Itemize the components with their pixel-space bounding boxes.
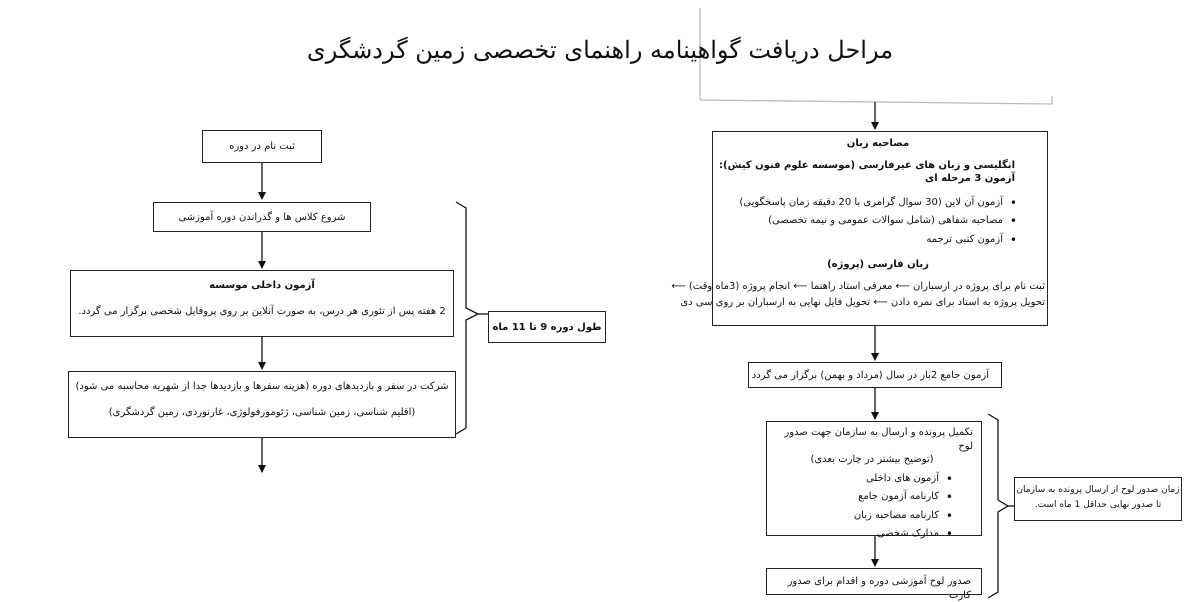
classes-step-label: شروع کلاس ها و گذراندن دوره آموزشی [178, 212, 346, 223]
internal-exam-step [70, 270, 454, 337]
dossier-item: • مدارک شخصی [771, 527, 939, 541]
interview-heading: مصاحبه زبان [846, 138, 910, 149]
issue-certificate-step [766, 568, 982, 601]
trips-line-1: شرکت در سفر و بازدیدهای دوره (هزینه سفرها و بازدیدها جدا از شهریه محاسبه می شود) [75, 381, 449, 392]
duration-note [488, 311, 606, 343]
dossier-items [771, 472, 973, 541]
classes-step [153, 202, 371, 232]
dossier-item: • کارنامه آزمون جامع [771, 490, 939, 504]
internal-exam-heading: آزمون داخلی موسسه [209, 280, 315, 291]
comprehensive-exam-label: آزمون جامع 2بار در سال (مرداد و بهمن) برگزار می گردد [751, 370, 989, 381]
timing-note-line-2: تا صدور نهایی حداقل 1 ماه است. [1034, 500, 1162, 511]
interview-item: • آزمون کتبی ترجمه [719, 233, 1003, 247]
register-step [202, 130, 322, 163]
internal-exam-detail: 2 هفته پس از تئوری هر درس، به صورت آنلاین بر روی پروفایل شخصی برگزار می گردد. [78, 305, 446, 317]
interview-item: • آزمون آن لاین (30 سوال گرامری با 20 دقیقه زمان پاسخگویی) [719, 196, 1003, 210]
interview-items [719, 196, 1037, 247]
comprehensive-exam-step [748, 362, 1002, 388]
dossier-item: • کارنامه مصاحبه زبان [771, 509, 939, 523]
trips-step [68, 371, 456, 438]
page-title: مراحل دریافت گواهینامه راهنمای تخصصی زمین گردشگری [306, 36, 894, 64]
left-duration-bracket [456, 202, 478, 434]
persian-steps-line-2: تحویل پروژه به استاد برای نمره دادن ⟵ تحویل فایل نهایی به ارسباران بر روی سی دی [680, 297, 1045, 308]
register-step-label: ثبت نام در دوره [229, 141, 295, 152]
persian-steps-line-1: ثبت نام برای پروژه در ارسباران ⟵ معرفی استاد راهنما ⟵ انجام پروژه (3ماه وقت) ⟵ [671, 280, 1045, 292]
dossier-heading: تکمیل پرونده و ارسال به سازمان جهت صدور لوح [784, 427, 973, 452]
dossier-item: • آزمون های داخلی [771, 472, 939, 486]
issue-certificate-label: صدور لوح آموزشی دوره و اقدام برای صدور کارت [787, 576, 971, 601]
interview-subheading: انگلیسی و زبان های غیرفارسی (موسسه علوم فنون کیش): آزمون 3 مرحله ای [719, 159, 1015, 184]
right-timing-bracket [988, 414, 1008, 598]
trips-line-2: (اقلیم شناسی، زمین شناسی، ژئومورفولوژی، غارنوردی، زمین گردشگری) [108, 406, 416, 418]
persian-heading: زبان فارسی (پروژه) [827, 259, 929, 270]
language-interview-step [671, 131, 1048, 326]
duration-note-label: طول دوره 9 تا 11 ماه [492, 322, 602, 333]
interview-item: • مصاحبه شفاهی (شامل سوالات عمومی و نیمه تخصصی) [719, 214, 1003, 228]
dossier-step [766, 421, 982, 539]
timing-note-line-1: زمان صدور لوح از ارسال پرونده به سازمان [1016, 485, 1180, 495]
dossier-note: (توضیح بیشتر در چارت بعدی) [810, 454, 934, 465]
timing-note [1014, 477, 1182, 521]
